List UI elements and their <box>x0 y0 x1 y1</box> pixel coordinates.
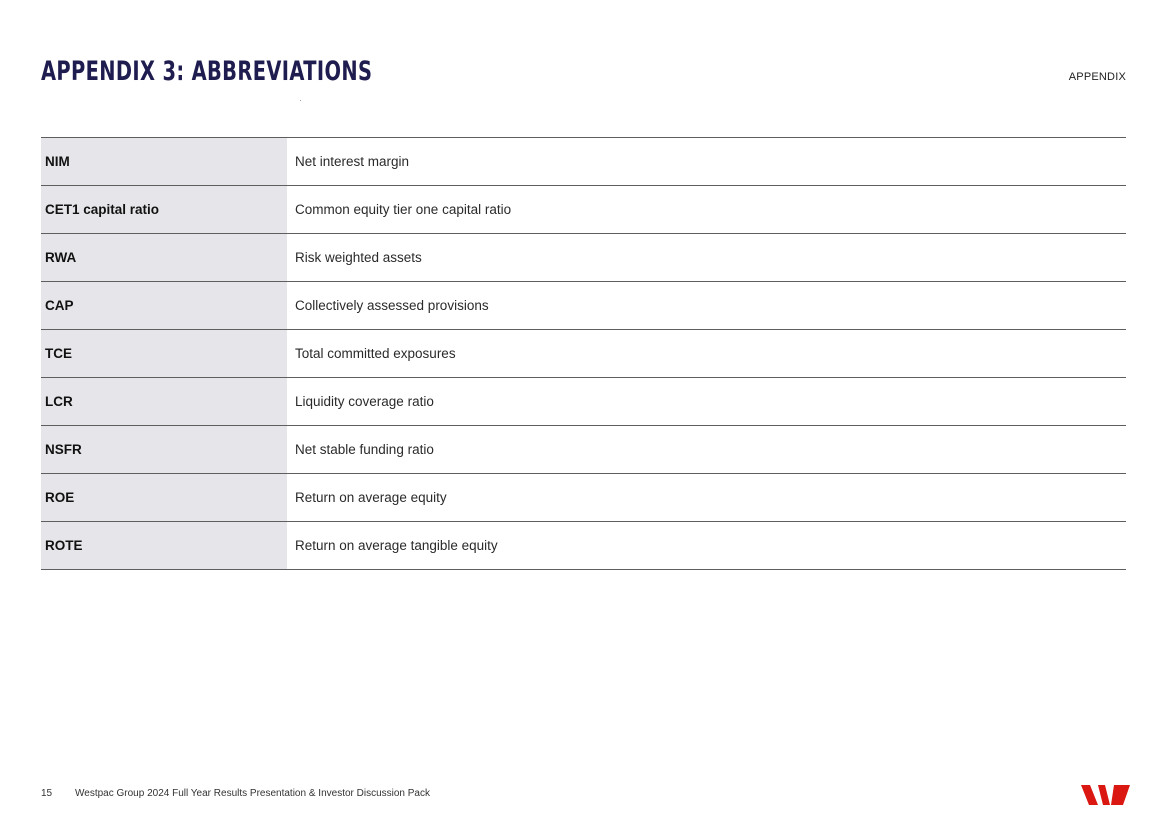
abbreviation-definition: Risk weighted assets <box>287 234 1126 282</box>
abbreviation-definition: Net interest margin <box>287 138 1126 186</box>
abbreviation-definition: Total committed exposures <box>287 330 1126 378</box>
table-row <box>41 138 1126 186</box>
abbreviation-definition: Common equity tier one capital ratio <box>287 186 1126 234</box>
document-title: Westpac Group 2024 Full Year Results Presentation & Investor Discussion Pack <box>75 788 430 799</box>
abbreviation-term: RWA <box>41 234 287 282</box>
table-row <box>41 474 1126 522</box>
abbreviation-term: LCR <box>41 378 287 426</box>
footer <box>41 788 430 799</box>
table-row <box>41 330 1126 378</box>
abbreviation-term: TCE <box>41 330 287 378</box>
westpac-w-logo-icon <box>1081 785 1130 805</box>
abbreviation-definition: Collectively assessed provisions <box>287 282 1126 330</box>
abbreviation-term: NIM <box>41 138 287 186</box>
abbreviation-term: ROE <box>41 474 287 522</box>
page-title: APPENDIX 3: ABBREVIATIONS <box>41 56 373 87</box>
abbreviation-term: NSFR <box>41 426 287 474</box>
table-row <box>41 186 1126 234</box>
logo-right-stroke <box>1111 785 1130 805</box>
abbreviation-definition: Liquidity coverage ratio <box>287 378 1126 426</box>
abbreviations-table <box>41 137 1126 570</box>
table-row <box>41 282 1126 330</box>
abbreviation-term: ROTE <box>41 522 287 570</box>
abbreviation-term: CET1 capital ratio <box>41 186 287 234</box>
logo-left-stroke <box>1081 785 1098 805</box>
table-row <box>41 378 1126 426</box>
table-row <box>41 522 1126 570</box>
table-row <box>41 234 1126 282</box>
logo-middle-stroke <box>1098 785 1110 805</box>
table-row <box>41 426 1126 474</box>
section-label: APPENDIX <box>1068 71 1126 83</box>
abbreviation-definition: Net stable funding ratio <box>287 426 1126 474</box>
page-number: 15 <box>41 788 53 799</box>
abbreviation-definition: Return on average equity <box>287 474 1126 522</box>
abbreviation-term: CAP <box>41 282 287 330</box>
stray-dot <box>300 100 301 101</box>
abbreviation-definition: Return on average tangible equity <box>287 522 1126 570</box>
